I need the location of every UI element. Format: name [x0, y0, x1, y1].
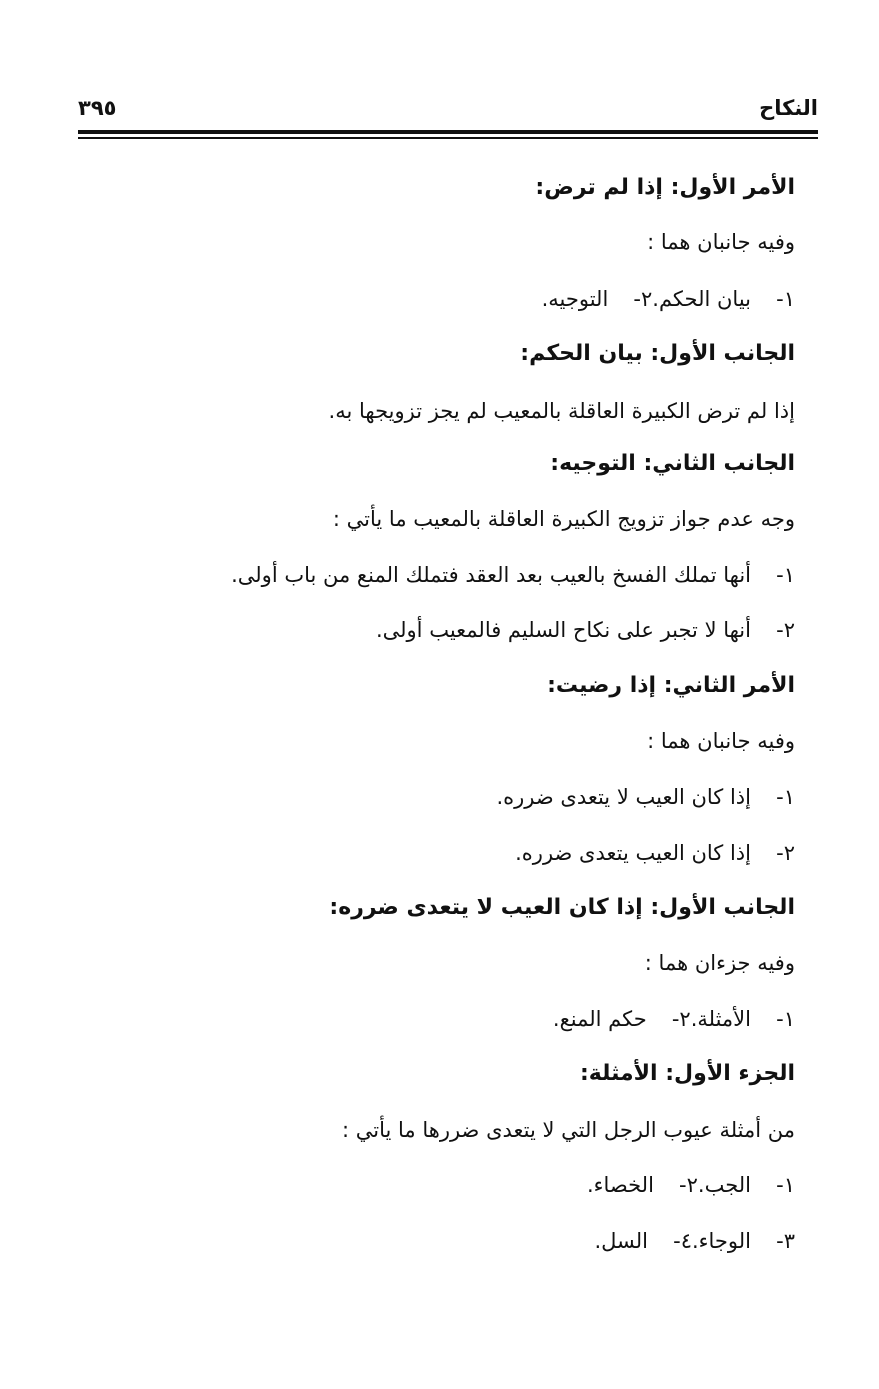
list-item: [231, 555, 795, 595]
list-number: ٢-: [671, 1007, 691, 1031]
page-number: ٣٩٥: [78, 96, 117, 120]
list-item-text: أنها لا تجبر على نكاح السليم فالمعيب أولى.: [375, 618, 751, 642]
header-rule-thick: [78, 130, 818, 134]
list-item: [692, 1229, 795, 1253]
two-column-list: [553, 999, 795, 1039]
list-item: [594, 1229, 692, 1253]
list-item: [691, 1007, 795, 1031]
list-number: ٢-: [776, 841, 795, 865]
list-number: ٢-: [776, 618, 795, 642]
section-heading: الأمر الأول: إذا لم ترض:: [535, 175, 795, 200]
section-heading: الأمر الثاني: إذا رضيت:: [547, 673, 795, 698]
list-number: ١-: [776, 785, 795, 809]
list-number: ١-: [776, 563, 795, 587]
list-item: [553, 1007, 691, 1031]
list-number: ١-: [776, 287, 795, 311]
header-rule-thin: [78, 137, 818, 139]
paragraph-line: وفيه جزءان هما :: [644, 951, 795, 975]
section-heading: الجانب الثاني: التوجيه:: [550, 451, 795, 476]
list-item: [496, 777, 795, 817]
section-heading: الجانب الأول: بيان الحكم:: [520, 341, 795, 366]
section-heading: الجانب الأول: إذا كان العيب لا يتعدى ضرره:: [329, 895, 795, 920]
list-item: [652, 287, 795, 311]
two-column-list: [594, 1221, 795, 1261]
list-item-text: التوجيه.: [541, 287, 609, 311]
list-item-text: الأمثلة.: [690, 1007, 751, 1031]
two-column-list: [587, 1165, 795, 1205]
list-number: ٢-: [633, 287, 653, 311]
list-number: ١-: [776, 1007, 795, 1031]
running-header: [78, 96, 818, 126]
paragraph-line: من أمثلة عيوب الرجل التي لا يتعدى ضررها ما يأتي :: [342, 1118, 795, 1142]
list-item: [587, 1173, 698, 1197]
list-item-text: بيان الحكم.: [652, 287, 751, 311]
list-number: ٢-: [679, 1173, 698, 1197]
list-number: ٤-: [673, 1229, 692, 1253]
list-item: [376, 610, 795, 650]
chapter-title: النكاح: [759, 96, 818, 120]
list-item-text: إذا كان العيب لا يتعدى ضرره.: [496, 785, 751, 809]
list-item-text: إذا كان العيب يتعدى ضرره.: [515, 841, 751, 865]
list-item: [515, 833, 795, 873]
paragraph-line: إذا لم ترض الكبيرة العاقلة بالمعيب لم يجز تزويجها به.: [328, 399, 795, 423]
list-item: [698, 1173, 795, 1197]
paragraph-line: وجه عدم جواز تزويج الكبيرة العاقلة بالمعيب ما يأتي :: [332, 507, 795, 531]
paragraph-line: وفيه جانبان هما :: [647, 230, 795, 254]
list-number: ١-: [776, 1173, 795, 1197]
list-item-text: السل.: [594, 1229, 648, 1253]
list-item: [542, 287, 653, 311]
list-item-text: الوجاء.: [691, 1229, 751, 1253]
list-number: ٣-: [776, 1229, 795, 1253]
section-heading: الجزء الأول: الأمثلة:: [579, 1061, 795, 1086]
paragraph-line: وفيه جانبان هما :: [647, 729, 795, 753]
two-column-list: [542, 279, 795, 319]
list-item-text: حكم المنع.: [552, 1007, 647, 1031]
list-item-text: الجب.: [697, 1173, 751, 1197]
list-item-text: الخصاء.: [586, 1173, 654, 1197]
list-item-text: أنها تملك الفسخ بالعيب بعد العقد فتملك المنع من باب أولى.: [231, 563, 751, 587]
